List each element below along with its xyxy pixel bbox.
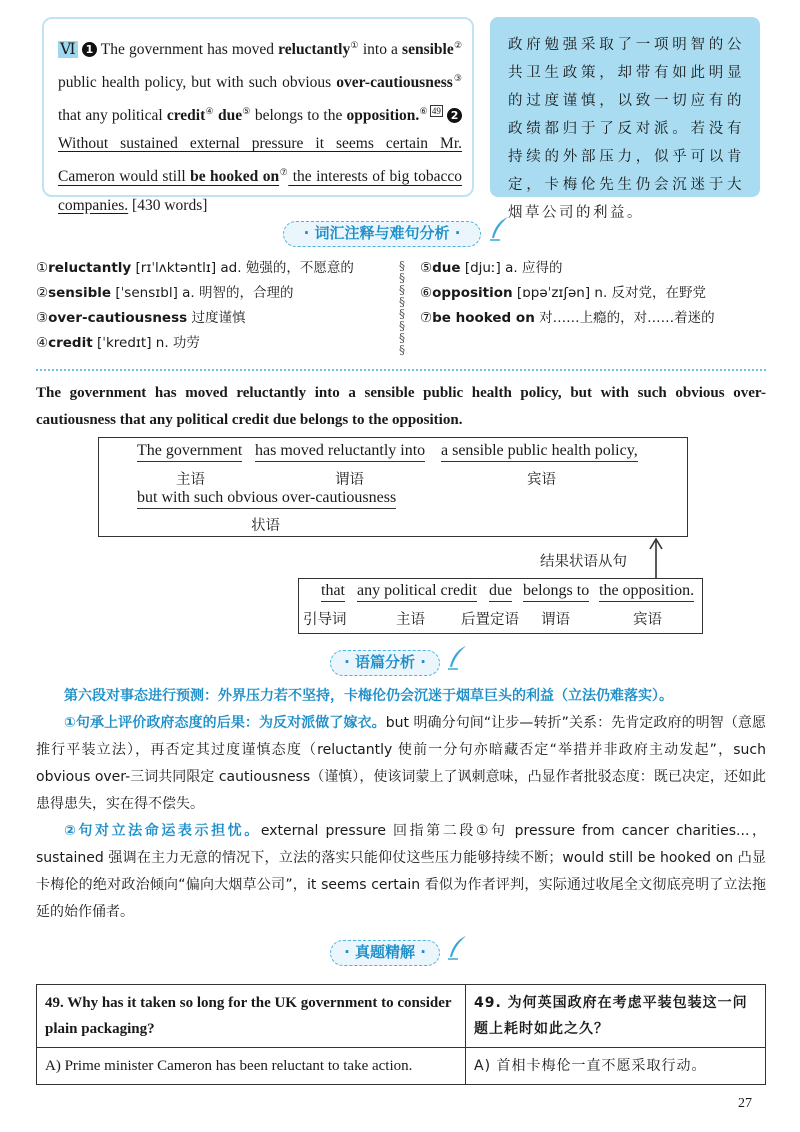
vocab-word: be hooked on [190,168,280,186]
vocab-item: ③over-cautiousness 过度谨慎 [36,310,246,326]
passage-text: public health policy, but with such obvious [58,74,337,92]
vocab-word: reluctantly [278,41,351,59]
passage-text: Without sustained external pressure it seems certain Mr. Cameron would still [58,135,462,186]
diagram-label: 状语 [251,518,280,534]
vocab-item: ⑤due [djuː] a. 应得的 [420,260,563,276]
vocab-list-right [420,256,765,331]
question-en: 49. Why has it taken so long for the UK government to consider plain packaging? [37,985,466,1048]
vocab-word: credit [166,107,206,125]
passage-text: that any political [58,107,167,125]
vocab-word: over-cautiousness [336,74,453,92]
passage-text: into a [358,41,403,59]
passage-english-box [42,17,474,214]
vocab-list-left [36,256,386,356]
vocab-word: opposition. [346,107,420,125]
diagram-label: 主语 [396,612,425,628]
question-cn: 49. 为何英国政府在考虑平装包装这一问题上耗时如此之久？ [466,985,766,1048]
analysis-lead: ①句承上评价政府态度的后果：为反对派做了嫁衣。 [64,715,386,731]
diagram-result-clause [298,578,703,634]
sentence-number-1: 1 [82,42,97,57]
diagram-adverbial: but with such obvious over-cautiousness [137,489,396,509]
footnote-ref: ② [453,40,463,50]
key-sentence: The government has moved reluctantly into a sensible public health policy, but with such obvious over-cautiousness that any political credit due belongs to the opposition. [36,385,766,428]
footnote-ref: ③ [452,73,462,84]
passage-text: The government has moved [100,41,279,59]
analysis-summary: 第六段对事态进行预测：外界压力若不坚持，卡梅伦仍会沉迷于烟草巨头的利益（立法仍难落实）。 [64,688,673,704]
passage-text: the interests of big tobacco companies. [58,168,462,214]
diagram-arrow-label: 结果状语从句 [540,554,627,570]
wave-divider: § § § § § § § § [399,259,405,357]
diagram-label: 引导词 [303,612,347,628]
diagram-predicate: has moved reluctantly into [255,442,425,462]
diagram-clause-object: the opposition. [599,582,694,602]
word-count: [430 words] [132,196,208,214]
quill-icon [446,645,468,676]
arrow-up-icon [648,537,664,579]
vocab-word: due [218,107,243,125]
vocab-item: ①reluctantly [rɪˈlʌktəntlɪ] ad. 勉强的，不愿意的 [36,260,354,276]
diagram-label: 宾语 [527,472,556,488]
diagram-object: a sensible public health policy, [441,442,638,462]
section-header-analysis: · 语篇分析 · [330,650,440,676]
option-a-cn: A) 首相卡梅伦一直不愿采取行动。 [466,1048,766,1085]
diagram-label: 谓语 [541,612,570,628]
diagram-clause-predicate: belongs to [523,582,589,602]
analysis-paragraph-1 [36,710,766,818]
diagram-label: 主语 [176,472,205,488]
vocab-item: ②sensible [ˈsensɪbl] a. 明智的，合理的 [36,285,294,301]
option-a-en: A) Prime minister Cameron has been reluctant to take action. [37,1048,466,1085]
vocab-word: sensible [402,41,454,59]
footnote-ref: ① [350,40,359,50]
quill-icon [446,935,468,966]
diagram-label: 谓语 [335,472,364,488]
sentence-number-2: 2 [447,108,462,123]
analysis-body: but 明确分句间“让步—转折”关系：先肯定政府的明智（意愿推行平装立法），再否定其过度谨慎态度（reluctantly 使前一分句亦暗藏否定“举措并非政府主动发起”，such obvious over-三词共同限定 cautiousness（谨慎），使该词蒙上了讽刺意味，凸显作者批驳态度：既已决定，还如此患得患失，实在得不偿失。 [36,715,766,812]
analysis-lead: ②句对立法命运表示担忧。 [64,823,261,839]
dotted-divider [36,369,766,371]
quill-icon [488,216,510,247]
analysis-paragraph-2 [36,818,766,926]
footnote-ref: ⑤ [242,106,251,117]
diagram-clause-subject: any political credit [357,582,477,602]
diagram-conj: that [321,582,345,602]
question-ref: 49 [431,106,441,117]
translation-box: 政府勉强采取了一项明智的公共卫生政策，却带有如此明显的过度谨慎，以致一切应有的政绩都归于了反对派。若没有持续的外部压力，似乎可以肯定，卡梅伦先生仍会沉迷于大烟草公司的利益。 [490,17,760,197]
section-header-questions: · 真题精解 · [330,940,440,966]
analysis-block [36,683,766,926]
diagram-label: 宾语 [633,612,662,628]
footnote-ref: ④ [205,106,214,117]
footnote-ref: ⑦ [279,167,289,178]
page-number: 27 [738,1096,752,1111]
vocab-item: ⑥opposition [ɒpəˈzɪʃən] n. 反对党，在野党 [420,285,707,301]
diagram-label: 后置定语 [461,612,519,628]
diagram-clause-attr: due [489,582,512,602]
passage-text: belongs to the [250,107,347,125]
vocab-item: ④credit [ˈkredɪt] n. 功劳 [36,335,200,351]
diagram-subject: The government [137,442,242,462]
analysis-body: external pressure 回指第二段①句 pressure from cancer charities...，sustained 强调在主力无意的情况下，立法的落实只能仰仗这些压力能够持续不断；would still be hooked on 凸显卡梅伦的绝对政治倾向“偏向大烟草公司”，it seems certain 看似为作者评判，实际通过收尾全文彻底亮明了立法拖延的始作俑者。 [36,823,766,920]
paragraph-marker: Ⅵ [60,41,76,59]
diagram-main-clause [98,437,688,537]
question-table [36,984,766,1085]
vocab-item: ⑦be hooked on 对……上瘾的，对……着迷的 [420,310,715,326]
footnote-ref: ⑥ [419,106,428,117]
section-header-vocab: · 词汇注释与难句分析 · [283,221,481,247]
